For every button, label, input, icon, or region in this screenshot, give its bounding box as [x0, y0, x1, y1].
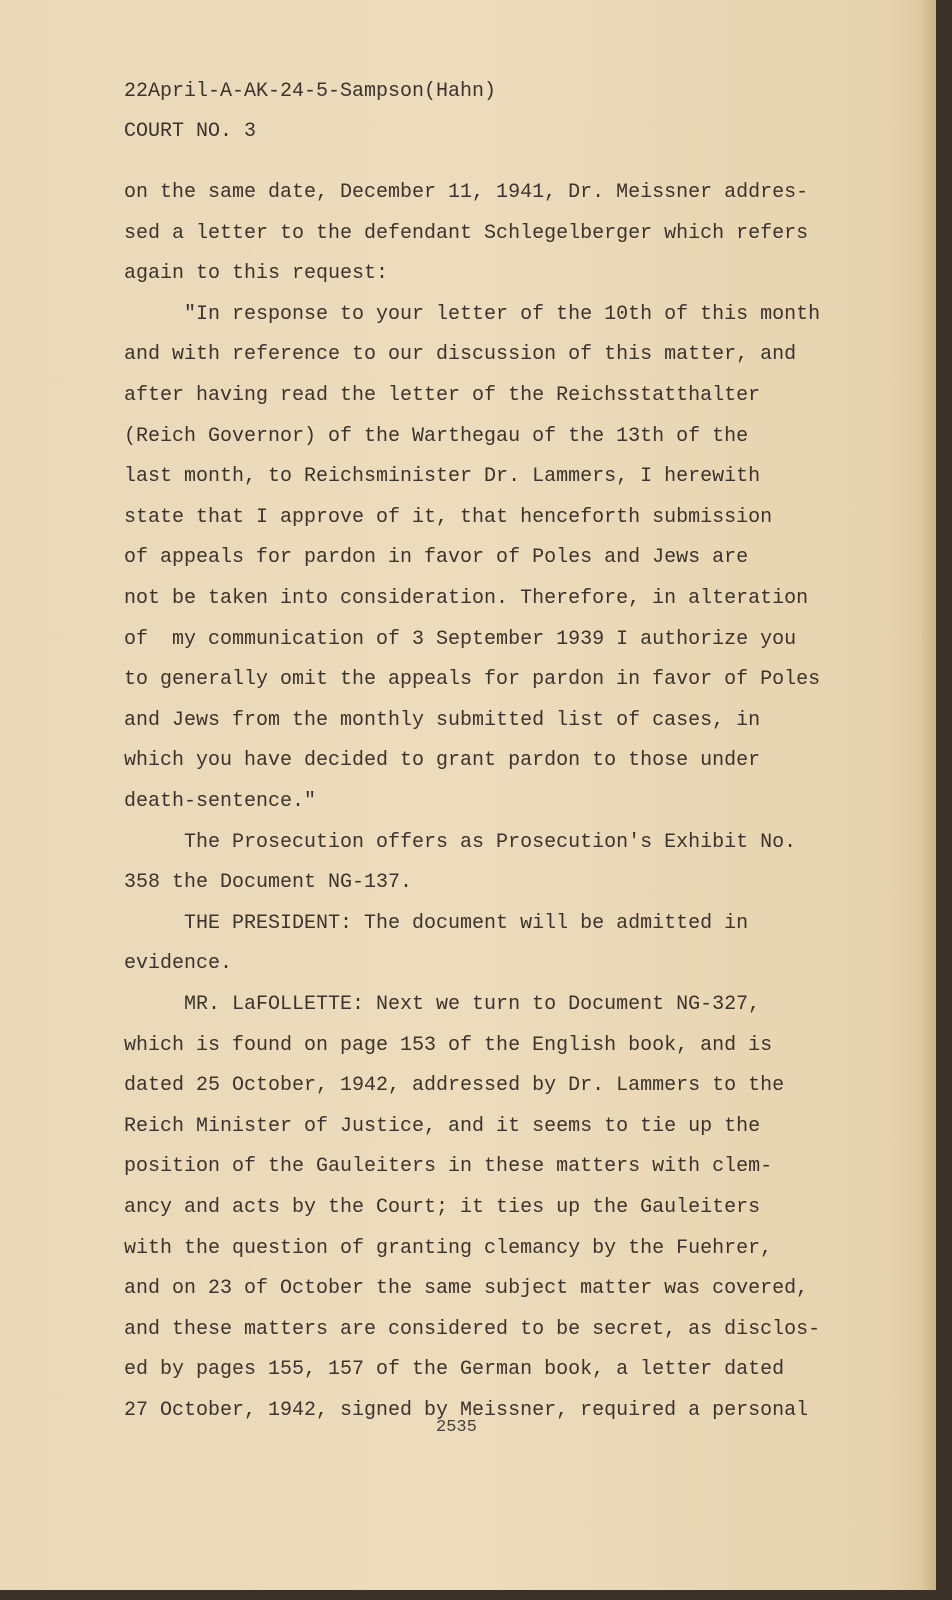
text-line: and Jews from the monthly submitted list of cases, in	[124, 708, 761, 732]
text-line: 358 the Document NG-137.	[124, 871, 413, 895]
text-line: of my communication of 3 September 1939 I authorize you	[124, 627, 797, 651]
text-line: sed a letter to the defendant Schlegelberger which refers	[124, 221, 809, 245]
text-line: again to this request:	[124, 262, 389, 286]
text-line: of appeals for pardon in favor of Poles and Jews are	[124, 546, 749, 570]
text-line: not be taken into consideration. Therefore, in alteration	[124, 587, 809, 610]
text-line: state that I approve of it, that henceforth submission	[124, 505, 773, 529]
text-line: to generally omit the appeals for pardon in favor of Poles	[124, 668, 821, 692]
text-line: and these matters are considered to be secret, as disclos-	[124, 1317, 821, 1341]
text-line: and with reference to our discussion of this matter, and	[124, 343, 797, 367]
text-line: dated 25 October, 1942, addressed by Dr. Lammers to the	[124, 1074, 785, 1098]
text-line: on the same date, December 11, 1941, Dr. Meissner addres-	[124, 181, 809, 204]
text-line: Reich Minister of Justice, and it seems to tie up the	[124, 1114, 761, 1138]
text-line: ancy and acts by the Court; it ties up the Gauleiters	[124, 1196, 761, 1219]
text-line: (Reich Governor) of the Warthegau of the 13th of the	[124, 424, 749, 448]
document-reference: 22April-A-AK-24-5-Sampson(Hahn)	[124, 80, 497, 103]
text-line: death-sentence."	[124, 790, 317, 813]
text-line: "In response to your letter of the 10th of this month	[124, 302, 821, 326]
text-line: with the question of granting clemancy by the Fuehrer,	[124, 1236, 773, 1260]
text-line: evidence.	[124, 952, 233, 976]
text-line: THE PRESIDENT: The document will be admitted in	[124, 911, 749, 935]
text-line: ed by pages 155, 157 of the German book, a letter dated	[124, 1358, 785, 1382]
page-number: 2535	[436, 1418, 477, 1437]
text-line: which you have decided to grant pardon to those under	[124, 749, 761, 773]
text-line: after having read the letter of the Reichsstatthalter	[124, 384, 761, 407]
text-line: position of the Gauleiters in these matters with clem-	[124, 1155, 773, 1179]
court-number: COURT NO. 3	[124, 120, 257, 143]
text-line: The Prosecution offers as Prosecution's Exhibit No.	[124, 830, 797, 854]
page-edge-shadow	[922, 0, 936, 1590]
text-line: which is found on page 153 of the English book, and is	[124, 1033, 773, 1057]
text-line: and on 23 of October the same subject matter was covered,	[124, 1277, 809, 1301]
text-line: 27 October, 1942, signed by Meissner, required a personal	[124, 1399, 809, 1422]
text-line: MR. LaFOLLETTE: Next we turn to Document NG-327,	[124, 993, 761, 1016]
text-line: last month, to Reichsminister Dr. Lammers, I herewith	[124, 465, 761, 489]
